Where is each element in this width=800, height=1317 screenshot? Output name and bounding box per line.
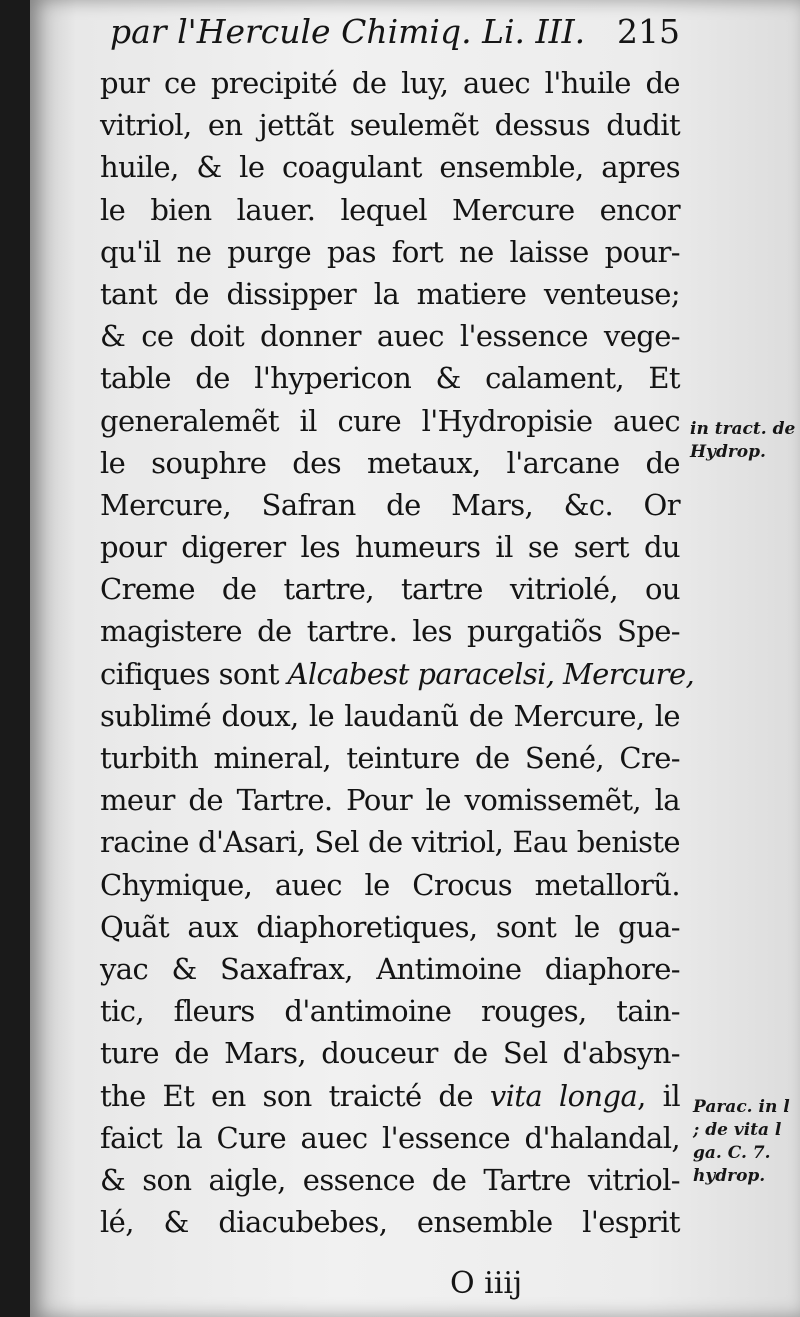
body-text bbox=[100, 62, 695, 1243]
page-number: 215 bbox=[617, 12, 680, 51]
italic-phrase: vita longa bbox=[489, 1078, 638, 1113]
text-line: meur de Tartre. Pour le vomissemẽt, la bbox=[100, 783, 680, 818]
text-line: pur ce precipité de luy, auec l'huile de bbox=[100, 66, 680, 100]
margin-note-line: Parac. in l bbox=[693, 1097, 790, 1117]
text-line: le souphre des metaux, l'arcane de bbox=[100, 445, 680, 480]
text-line: magistere de tartre. les purgatiõs Spe- bbox=[100, 614, 680, 649]
text-line: yac & Saxafrax, Antimoine diaphore- bbox=[100, 951, 680, 986]
text-segment: cifiques sont bbox=[100, 656, 279, 691]
text-line: racine d'Asari, Sel de vitriol, Eau beniste bbox=[100, 825, 680, 860]
signature-mark: O iiij bbox=[450, 1266, 523, 1301]
margin-note-paracelsus bbox=[693, 1096, 790, 1188]
text-line: generalemẽt il cure l'Hydropisie auec bbox=[100, 403, 680, 438]
text-segment: the Et en son traicté de bbox=[100, 1078, 473, 1113]
text-line: sublimé doux, le laudanũ de Mercure, le bbox=[100, 698, 680, 733]
text-line: table de l'hypericon & calament, Et bbox=[100, 361, 680, 396]
text-line: le bien lauer. lequel Mercure encor bbox=[100, 192, 680, 227]
text-line: tant de dissipper la matiere venteuse; bbox=[100, 276, 680, 311]
text-line: faict la Cure auec l'essence d'halandal, bbox=[100, 1120, 680, 1155]
italic-phrase: Alcabest paracelsi, Mercure, bbox=[287, 656, 695, 691]
text-line bbox=[100, 653, 695, 695]
margin-note-line: ga. C. 7. bbox=[693, 1143, 771, 1163]
text-line: huile, & le coagulant ensemble, apres bbox=[100, 150, 680, 185]
text-line: Mercure, Safran de Mars, &c. Or bbox=[100, 487, 680, 522]
text-line: & son aigle, essence de Tartre vitriol- bbox=[100, 1162, 680, 1197]
text-line: Creme de tartre, tartre vitriolé, ou bbox=[100, 572, 680, 607]
page-header bbox=[110, 12, 680, 58]
text-line: Quãt aux diaphoretiques, sont le gua- bbox=[100, 909, 680, 944]
running-title: par l'Hercule Chimiq. Li. III. bbox=[110, 12, 586, 51]
text-line: ture de Mars, douceur de Sel d'absyn- bbox=[100, 1036, 680, 1071]
text-line: vitriol, en jettãt seulemẽt dessus dudit bbox=[100, 108, 680, 143]
text-line: & ce doit donner auec l'essence vege- bbox=[100, 319, 680, 354]
margin-note-hydrop bbox=[690, 418, 795, 464]
margin-note-line: ; de vita l bbox=[693, 1120, 782, 1140]
text-line: turbith mineral, teinture de Sené, Cre- bbox=[100, 741, 680, 775]
text-line: lé, & diacubebes, ensemble l'esprit bbox=[100, 1205, 680, 1240]
book-page bbox=[30, 0, 800, 1317]
margin-note-line: hydrop. bbox=[693, 1166, 766, 1186]
text-line: pour digerer les humeurs il se sert du bbox=[100, 530, 680, 565]
text-line bbox=[100, 1075, 680, 1117]
text-line: qu'il ne purge pas fort ne laisse pour- bbox=[100, 234, 680, 269]
text-line: tic, fleurs d'antimoine rouges, tain- bbox=[100, 994, 680, 1029]
margin-note-line: Hydrop. bbox=[690, 442, 766, 462]
margin-note-line: in tract. de bbox=[690, 419, 796, 439]
text-segment: , il bbox=[637, 1078, 681, 1113]
text-line: Chymique, auec le Crocus metallorũ. bbox=[100, 867, 680, 902]
